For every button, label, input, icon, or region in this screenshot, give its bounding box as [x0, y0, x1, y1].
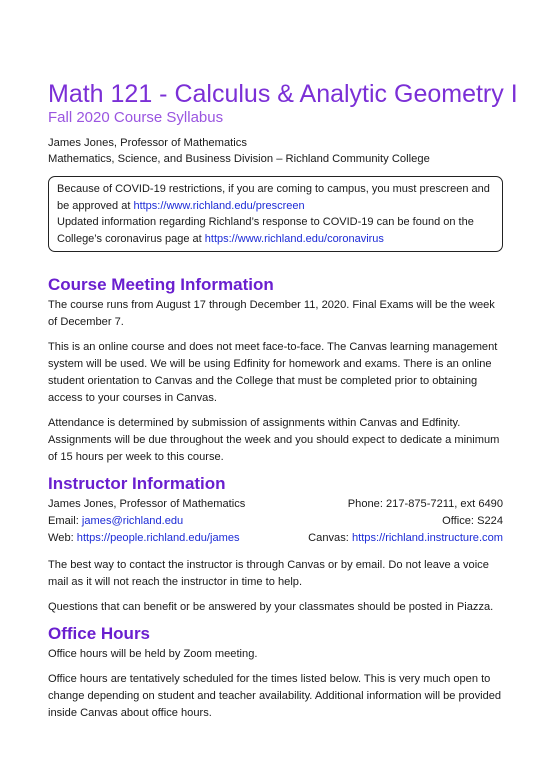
- email-entry: [48, 513, 183, 530]
- prescreen-link[interactable]: https://www.richland.edu/prescreen: [133, 199, 305, 212]
- covid-notice-box: [48, 176, 503, 252]
- piazza-paragraph: Questions that can benefit or be answered by your classmates should be posted in Piazza.: [48, 601, 494, 613]
- canvas-entry: [308, 530, 503, 547]
- author-division: Mathematics, Science, and Business Division – Richland Community College: [48, 153, 430, 165]
- document-subtitle: Fall 2020 Course Syllabus: [48, 109, 224, 126]
- notice-coronavirus: [57, 214, 494, 247]
- office-hours-heading: Office Hours: [48, 624, 151, 643]
- notice-prescreen: [57, 181, 494, 214]
- online-course-paragraph: This is an online course and does not meet face-to-face. The Canvas learning management system will be used. We will be using Edfinity for homework and exams. There is an online student orientation to Canvas and the College that must be completed prior to obtaining access to your courses in Canvas.: [48, 341, 498, 404]
- office-hours-schedule-paragraph: Office hours are tentatively scheduled for the times listed below. This is very much open to change depending on student and teacher availability. Additional information will be provided inside Canvas about office hours.: [48, 673, 502, 719]
- author-name: James Jones, Professor of Mathematics: [48, 137, 247, 149]
- canvas-link[interactable]: https://richland.instructure.com: [351, 532, 503, 544]
- instructor-contact-table: [48, 496, 503, 547]
- contact-row-email: [48, 513, 503, 530]
- coronavirus-link[interactable]: https://www.richland.edu/coronavirus: [204, 232, 384, 245]
- email-link[interactable]: james@richland.edu: [81, 515, 184, 527]
- instructor-name: James Jones, Professor of Mathematics: [48, 498, 246, 510]
- document-title: Math 121 - Calculus & Analytic Geometry I: [48, 80, 518, 108]
- instructor-heading: Instructor Information: [48, 474, 226, 493]
- notice-text-1: Because of COVID-19 restrictions, if you are coming to campus, you must prescreen and be approved at: [57, 183, 490, 212]
- course-meeting-heading: Course Meeting Information: [48, 275, 274, 294]
- notice-text-2: Updated information regarding Richland’s response to COVID-19 can be found on the College’s coronavirus page at: [57, 216, 474, 245]
- attendance-paragraph: Attendance is determined by submission of assignments within Canvas and Edfinity. Assignments will be due throughout the week and you should expect to dedicate a minimum of 15 hours per week to this course.: [48, 417, 500, 463]
- author-block: [48, 135, 503, 167]
- web-label: Web:: [48, 532, 77, 544]
- page-content: [48, 80, 518, 730]
- contact-row-name: [48, 496, 503, 513]
- contact-row-web: [48, 530, 503, 547]
- office-location: Office: S224: [442, 515, 503, 527]
- web-link[interactable]: https://people.richland.edu/james: [76, 532, 240, 544]
- instructor-phone: Phone: 217-875-7211, ext 6490: [347, 498, 503, 510]
- email-label: Email:: [48, 515, 82, 527]
- canvas-label: Canvas:: [308, 532, 352, 544]
- web-entry: [48, 530, 240, 547]
- course-dates-paragraph: The course runs from August 17 through December 11, 2020. Final Exams will be the week of December 7.: [48, 299, 495, 328]
- contact-paragraph: The best way to contact the instructor is through Canvas or by email. Do not leave a voice mail as it will not reach the instructor in time to help.: [48, 559, 489, 588]
- zoom-paragraph: Office hours will be held by Zoom meeting.: [48, 648, 258, 660]
